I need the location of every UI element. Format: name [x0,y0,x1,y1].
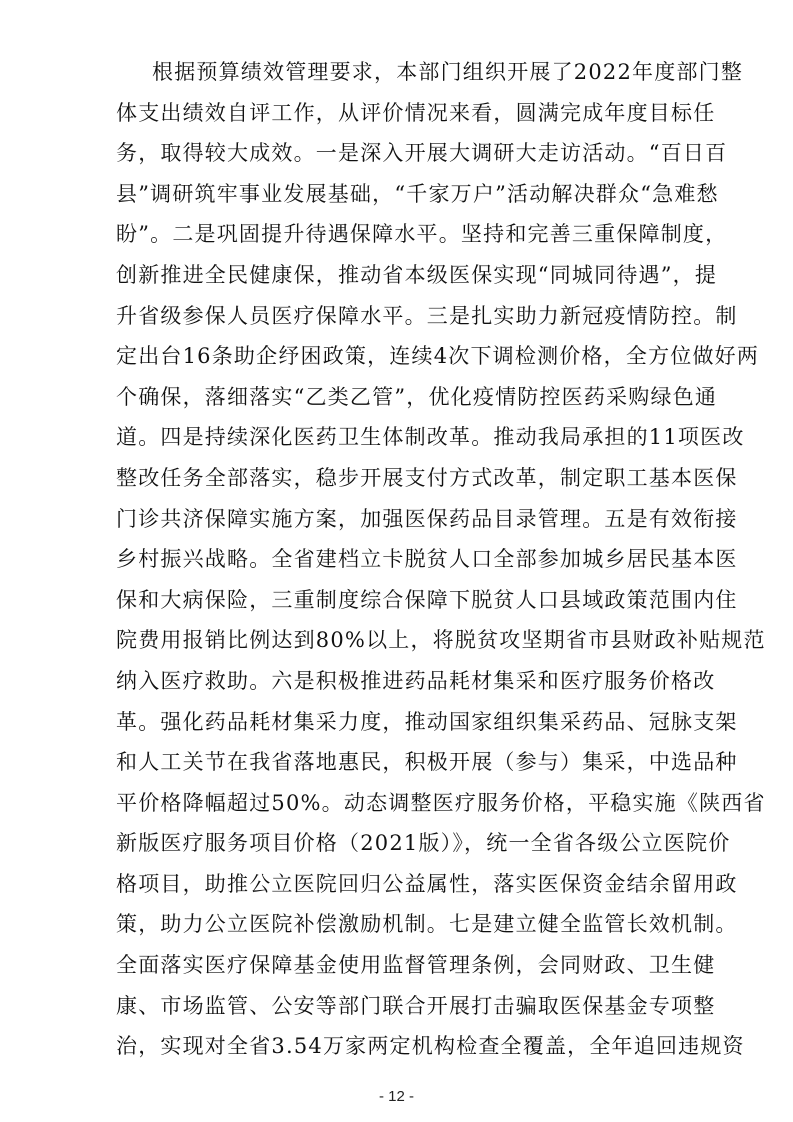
text-line: 定出台16条助企纾困政策，连续4次下调检测价格，全方位做好两 [116,344,760,369]
text-line: 创新推进全民健康保，推动省本级医保实现“同城同待遇”，提 [116,262,718,287]
text-line: 体支出绩效自评工作，从评价情况来看，圆满完成年度目标任 [116,100,716,125]
text-line: 整改任务全部落实，稳步开展支付方式改革，制定职工基本医保 [116,465,738,490]
text-line: 升省级参保人员医疗保障水平。三是扎实助力新冠疫情防控。制 [116,303,738,328]
text-line: 县”调研筑牢事业发展基础，“千家万户”活动解决群众“急难愁 [116,181,719,206]
text-line: 个确保，落细落实“乙类乙管”，优化疫情防控医药采购绿色通 [116,384,718,409]
text-line: 全面落实医疗保障基金使用监督管理条例，会同财政、卫生健 [116,953,716,978]
text-line: 务，取得较大成效。一是深入开展大调研大走访活动。“百日百 [116,141,728,166]
text-line: 康、市场监管、公安等部门联合开展打击骗取医保基金专项整 [116,993,716,1018]
text-line: 新版医疗服务项目价格（2021版）》，统一全省各级公立医院价 [116,831,731,856]
text-line: 和人工关节在我省落地惠民，积极开展（参与）集采，中选品种 [116,750,738,775]
text-line: 乡村振兴战略。全省建档立卡脱贫人口全部参加城乡居民基本医 [116,547,738,572]
text-line: 策，助力公立医院补偿激励机制。七是建立健全监管长效机制。 [116,912,738,937]
page-number: - 12 - [378,1088,414,1105]
text-line: 院费用报销比例达到80%以上，将脱贫攻坚期省市县财政补贴规范 [116,628,766,653]
text-line: 治，实现对全省3.54万家两定机构检查全覆盖，全年追回违规资 [116,1034,745,1059]
text-line: 保和大病保险，三重制度综合保障下脱贫人口县域政策范围内住 [116,587,738,612]
text-line: 平价格降幅超过50%。动态调整医疗服务价格，平稳实施《陕西省 [116,790,766,815]
text-line: 格项目，助推公立医院回归公益属性，落实医保资金结余留用政 [116,871,738,896]
text-line: 门诊共济保障实施方案，加强医保药品目录管理。五是有效衔接 [116,506,738,531]
text-line: 根据预算绩效管理要求，本部门组织开展了2022年度部门整 [152,60,744,84]
text-line: 纳入医疗救助。六是积极推进药品耗材集采和医疗服务价格改 [116,668,716,693]
text-line: 道。四是持续深化医药卫生体制改革。推动我局承担的11项医改 [116,425,745,450]
body-paragraph [116,52,766,1067]
text-line: 革。强化药品耗材集采力度，推动国家组织集采药品、冠脉支架 [116,709,738,734]
text-line: 盼”。二是巩固提升待遇保障水平。坚持和完善三重保障制度， [116,222,728,247]
